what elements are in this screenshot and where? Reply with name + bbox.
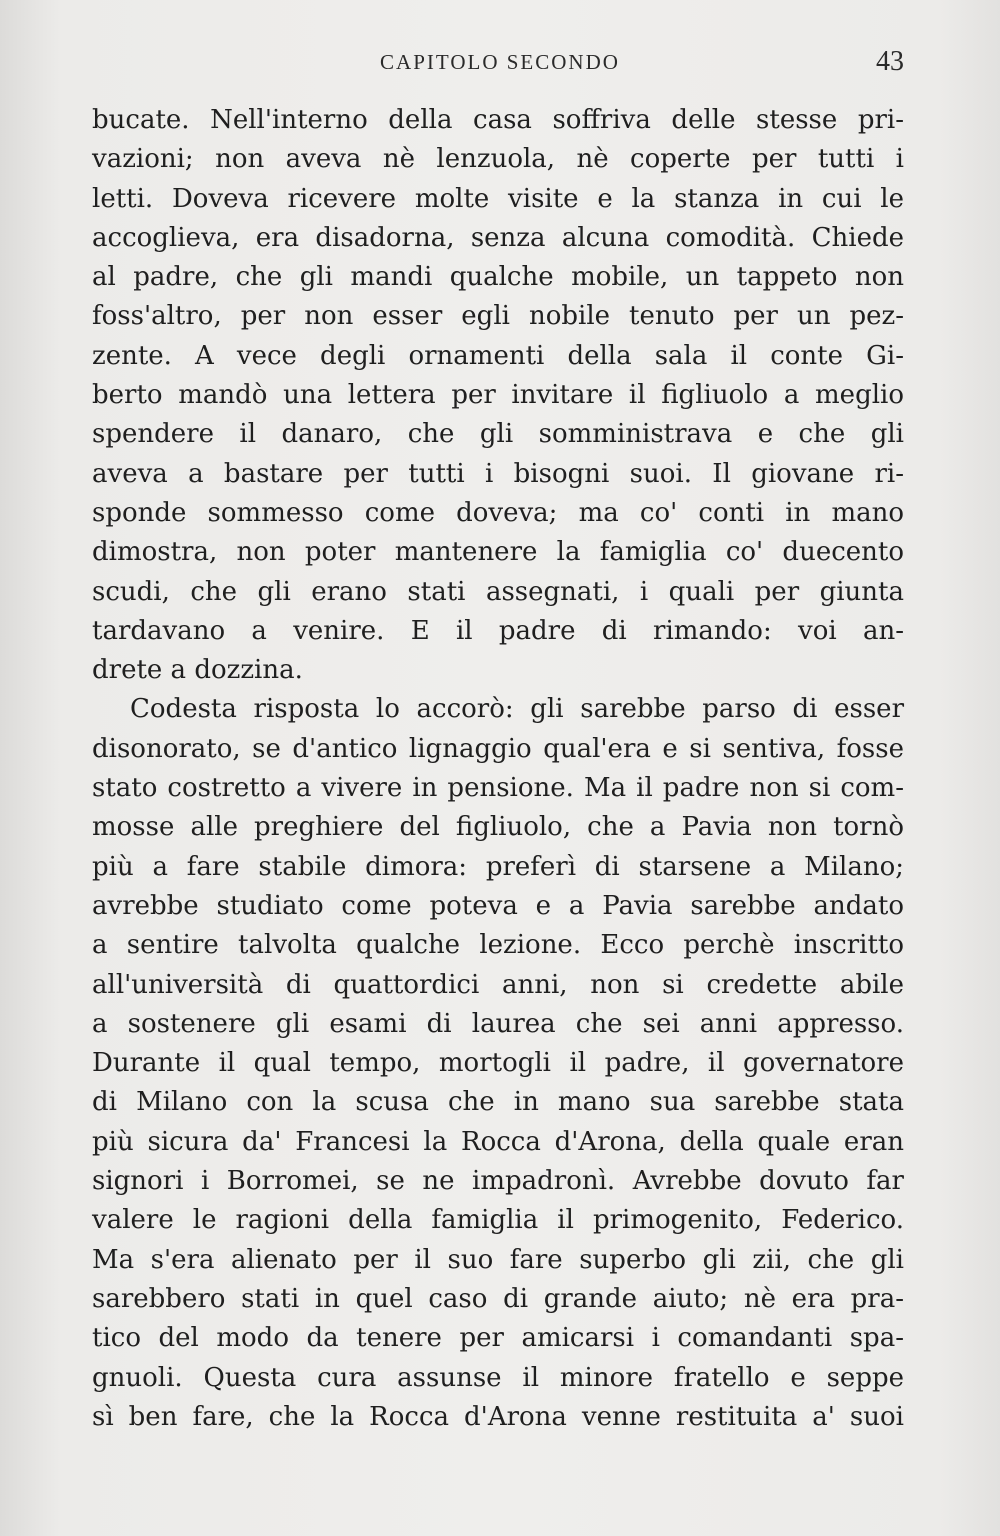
paragraph-2 [92,690,904,1437]
text-line: aveva a bastare per tutti i bisogni suoi. Il giovane ri- [92,458,904,489]
text-line: dimostra, non poter mantenere la famiglia co' duecento [92,537,904,568]
text-line: sarebbero stati in quel caso di grande aiuto; nè era pra- [92,1283,904,1314]
text-line: zente. A vece degli ornamenti della sala il conte Gi- [92,340,904,371]
text-line: all'università di quattordici anni, non si credette abile [92,969,904,1000]
text-line: Codesta risposta lo accorò: gli sarebbe parso di esser [130,694,904,725]
text-line: a sostenere gli esami di laurea che sei anni appresso. [92,1008,904,1039]
page-number: 43 [876,46,904,77]
text-line: bucate. Nell'interno della casa soffriva delle stesse pri- [92,105,904,135]
text-line: signori i Borromei, se ne impadronì. Avrebbe dovuto far [92,1166,904,1197]
text-line: più a fare stabile dimora: preferì di starsene a Milano; [92,851,904,882]
text-line: drete a dozzina. [92,655,303,686]
text-line: gnuoli. Questa cura assunse il minore fratello e seppe [92,1362,904,1393]
text-line: spendere il danaro, che gli somministrava e che gli [92,419,904,450]
text-line: mosse alle preghiere del figliuolo, che a Pavia non tornò [92,812,904,843]
text-line: a sentire talvolta qualche lezione. Ecco perchè inscritto [92,930,904,961]
text-line: più sicura da' Francesi la Rocca d'Arona, della quale eran [92,1126,904,1157]
text-line: tardavano a venire. E il padre di rimando: voi an- [92,615,904,646]
text-line: Ma s'era alienato per il suo fare superbo gli zii, che gli [92,1244,904,1275]
text-line: berto mandò una lettera per invitare il figliuolo a meglio [92,380,904,411]
text-line: foss'altro, per non esser egli nobile tenuto per un pez- [92,301,904,332]
text-line: accoglieva, era disadorna, senza alcuna comodità. Chiede [92,222,904,253]
text-line: tico del modo da tenere per amicarsi i comandanti spa- [92,1323,904,1354]
body-text [92,101,904,1437]
text-line: al padre, che gli mandi qualche mobile, un tappeto non [92,262,904,293]
text-line: scudi, che gli erano stati assegnati, i quali per giunta [92,576,904,607]
text-line: Durante il qual tempo, mortogli il padre, il governatore [92,1048,904,1079]
chapter-title: CAPITOLO SECONDO [380,50,620,74]
text-line: letti. Doveva ricevere molte visite e la stanza in cui le [92,183,904,214]
text-line: avrebbe studiato come poteva e a Pavia sarebbe andato [92,890,904,921]
text-line: vazioni; non aveva nè lenzuola, nè coperte per tutti i [92,144,904,175]
text-line: valere le ragioni della famiglia il primogenito, Federico. [92,1205,904,1236]
text-line: di Milano con la scusa che in mano sua sarebbe stata [92,1087,904,1118]
text-line: disonorato, se d'antico lignaggio qual'era e si sentiva, fosse [92,733,904,764]
text-line: sponde sommesso come doveva; ma co' conti in mano [92,497,904,528]
running-head [0,46,1000,86]
text-line: stato costretto a vivere in pensione. Ma il padre non si com- [92,773,904,804]
paragraph-1 [92,101,904,690]
text-line: sì ben fare, che la Rocca d'Arona venne restituita a' suoi [92,1401,904,1432]
